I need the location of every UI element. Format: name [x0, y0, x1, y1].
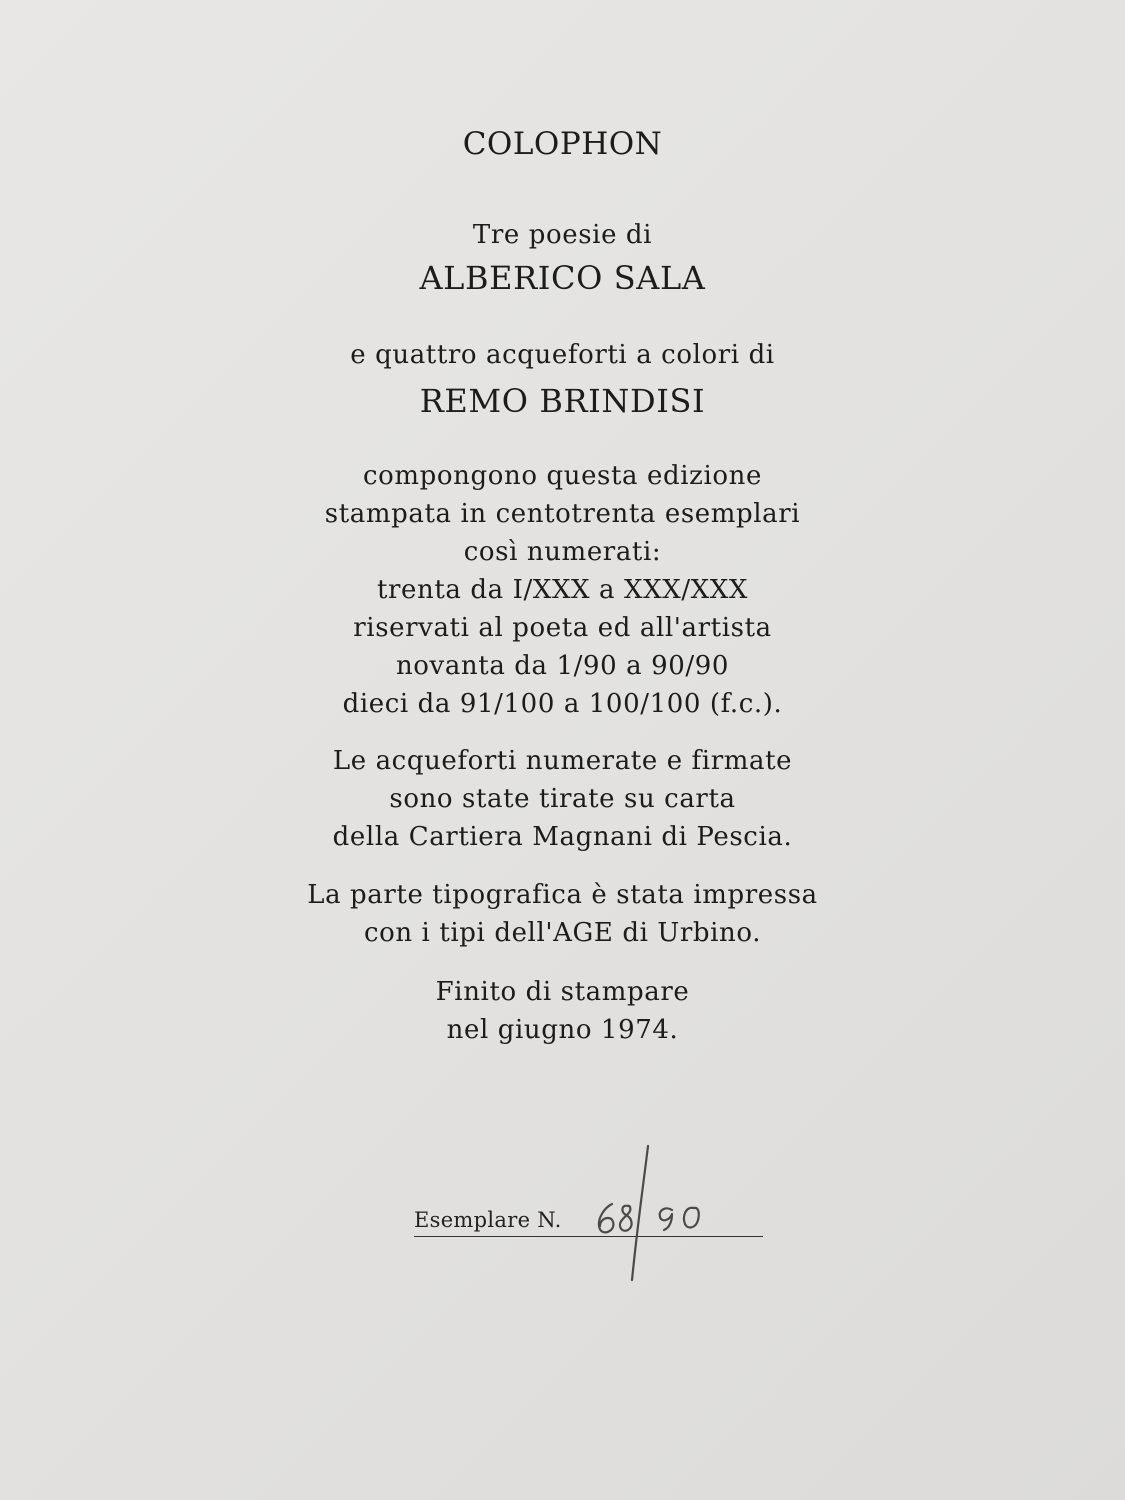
etchings-intro: e quattro acqueforti a colori di [350, 340, 775, 370]
edition-line: dieci da 91/100 a 100/100 (f.c.). [342, 689, 783, 719]
poems-intro: Tre poesie di [472, 220, 653, 250]
handwritten-copy-number [590, 1140, 730, 1285]
printing-line: Finito di stampare [435, 977, 690, 1007]
artist-name: REMO BRINDISI [419, 382, 706, 420]
typography-line: La parte tipografica è stata impressa [307, 880, 818, 910]
edition-line: riservati al poeta ed all'artista [353, 613, 772, 643]
copy-number-label: Esemplare N. [414, 1208, 562, 1232]
colophon-heading: COLOPHON [462, 126, 663, 162]
edition-line: stampata in centotrenta esemplari [324, 499, 801, 529]
edition-line: novanta da 1/90 a 90/90 [395, 651, 730, 681]
printing-line: nel giugno 1974. [446, 1015, 679, 1045]
paper-line: della Cartiera Magnani di Pescia. [332, 822, 793, 852]
paper-line: Le acqueforti numerate e firmate [332, 746, 793, 776]
edition-line: trenta da I/XXX a XXX/XXX [376, 575, 749, 605]
edition-line: così numerati: [463, 537, 662, 567]
typography-line: con i tipi dell'AGE di Urbino. [363, 918, 762, 948]
paper-line: sono state tirate su carta [389, 784, 736, 814]
poet-name: ALBERICO SALA [419, 259, 706, 297]
edition-line: compongono questa edizione [363, 461, 762, 491]
